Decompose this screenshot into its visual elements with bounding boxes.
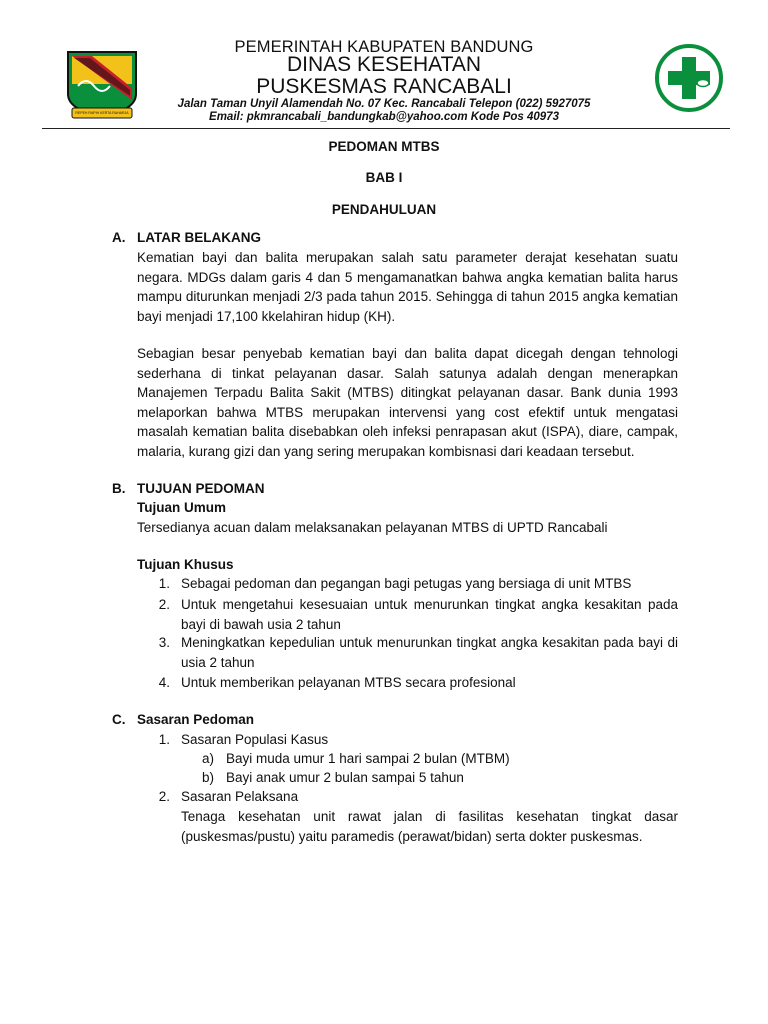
section-c-heading: Sasaran Pedoman [137, 712, 255, 727]
text-line: Sebagai pedoman dan pegangan bagi petugas yang bersiaga di unit MTBS [181, 576, 632, 591]
list-number: 2. [158, 789, 170, 804]
list-item: Sasaran Pelaksana [181, 789, 299, 804]
doc-title: PEDOMAN MTBS [328, 139, 440, 154]
text-line: negara. MDGs dalam garis 4 dan 5 mengamanatkan bahwa angka kematian balita harus [137, 269, 678, 285]
puskesmas-cross-logo-icon [654, 43, 724, 113]
sub-list-label: b) [202, 770, 215, 785]
crest-ribbon-text: REPEH RAPIH KERTA RAHARJA [75, 111, 129, 115]
list-number: 1. [158, 576, 170, 591]
kop-contact: Email: pkmrancabali_bandungkab@yahoo.com Kode Pos 40973 [209, 111, 559, 123]
tujuan-umum-heading: Tujuan Umum [137, 500, 226, 515]
sasaran-pelaksana-text [181, 807, 678, 846]
kop-line-1: PEMERINTAH KABUPATEN BANDUNG [234, 38, 534, 56]
section-b-heading: TUJUAN PEDOMAN [137, 481, 265, 496]
sub-list-label: a) [202, 751, 215, 766]
text-line: bayi di bawah usia 2 tahun [181, 616, 341, 632]
text-line: melaporkan bahwa MTBS merupakan intervensi yang cost efektif untuk mengatasi [137, 404, 678, 420]
section-a-marker: A. [112, 230, 126, 245]
text-line: (puskesmas/pustu) yaitu paramedis (perawat/bidan) serta dokter puskesmas. [181, 828, 643, 844]
chapter-subtitle: PENDAHULUAN [331, 202, 437, 217]
text-line: Untuk mengetahui kesesuaian untuk menurunkan tingkat angka kesakitan pada [181, 597, 678, 612]
text-line: malaria, kurang gizi dan yang sering merupakan kombisnasi dari keadaan tersebut. [137, 443, 635, 459]
text-line: Manajemen Terpadu Balita Sakit (MTBS) ditingkat pelayanan dasar. Bank dunia 1993 [137, 385, 678, 400]
sub-list-item: Bayi muda umur 1 hari sampai 2 bulan (MTBM) [226, 751, 510, 766]
list-item [181, 633, 678, 672]
text-line: Untuk memberikan pelayanan MTBS secara profesional [181, 675, 516, 690]
kop-line-2: DINAS KESEHATAN [286, 53, 482, 76]
kop-address: Jalan Taman Unyil Alamendah No. 07 Kec. Rancabali Telepon (022) 5927075 [177, 98, 591, 110]
text-line: Kematian bayi dan balita merupakan salah satu parameter derajat kesehatan suatu [137, 250, 678, 265]
text-line: sederhana di tinkat pelayanan dasar. Salah satunya adalah dengan menerapkan [137, 365, 678, 381]
section-b-marker: B. [112, 481, 126, 496]
letterhead-divider [42, 128, 730, 129]
sub-list-item: Bayi anak umur 2 bulan sampai 5 tahun [226, 770, 464, 785]
section-c-marker: C. [112, 712, 126, 727]
list-item [181, 595, 678, 634]
text-line: Meningkatkan kepedulian untuk menurunkan tingkat angka kesakitan pada bayi di [181, 635, 678, 650]
list-item [181, 673, 678, 693]
list-item [181, 574, 678, 594]
tujuan-umum-text: Tersedianya acuan dalam melaksanakan pelayanan MTBS di UPTD Rancabali [137, 520, 608, 535]
section-a-paragraph-1 [137, 248, 678, 326]
list-number: 1. [158, 732, 170, 747]
kop-line-3: PUSKESMAS RANCABALI [256, 75, 512, 98]
tujuan-khusus-heading: Tujuan Khusus [137, 557, 234, 572]
text-line: masalah kematian balita disebabkan oleh infeksi penrapasan akut (ISPA), diare, campak, [137, 424, 678, 439]
chapter-title: BAB I [365, 170, 403, 185]
text-line: Tenaga kesehatan unit rawat jalan di fasilitas kesehatan tingkat dasar [181, 809, 678, 824]
list-item: Sasaran Populasi Kasus [181, 732, 329, 747]
text-line: Sebagian besar penyebab kematian bayi dan balita dapat dicegah dengan tehnologi [137, 346, 678, 361]
text-line: usia 2 tahun [181, 654, 255, 670]
section-a-heading: LATAR BELAKANG [137, 230, 261, 245]
list-number: 3. [158, 635, 170, 650]
text-line: mampu diturunkan menjadi 2/3 pada tahun 2015. Sehingga di tahun 2015 angka kematian [137, 289, 678, 304]
list-number: 4. [158, 675, 170, 690]
section-a-paragraph-2 [137, 344, 678, 461]
text-line: bayi menjadi 17,100 kkelahiran hidup (KH). [137, 308, 396, 324]
list-number: 2. [158, 597, 170, 612]
